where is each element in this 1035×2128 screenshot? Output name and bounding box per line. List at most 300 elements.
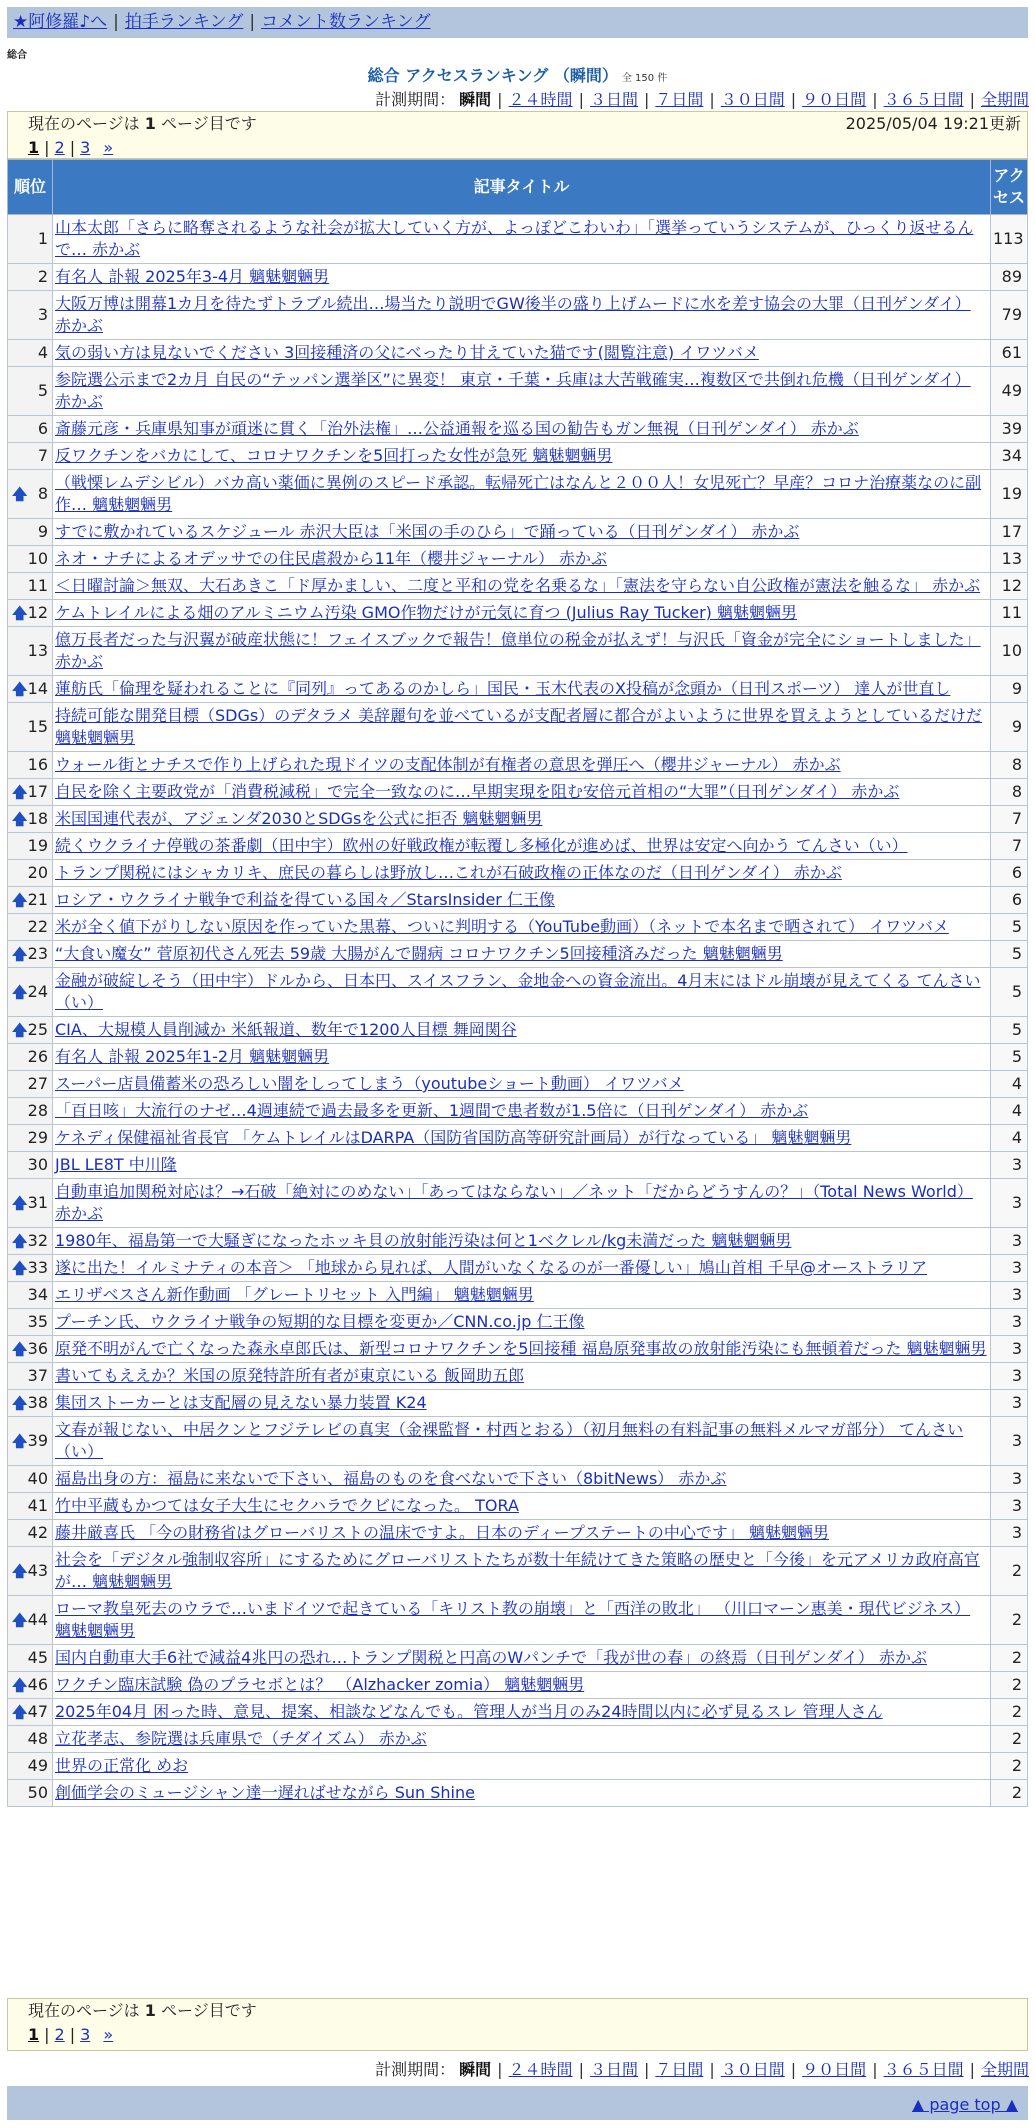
access-count-cell: 10: [991, 627, 1028, 676]
rank-cell: [8, 1645, 53, 1672]
period-option-link[interactable]: ９０日間: [802, 90, 867, 109]
top-nav-bar: [7, 7, 1028, 38]
period-option-link[interactable]: 全期間: [980, 2060, 1029, 2079]
rank-number: 23: [27, 944, 48, 963]
access-count-cell: 5: [991, 914, 1028, 941]
article-title-link[interactable]: 原発不明がんで亡くなった森永卓郎氏は、新型コロナワクチンを5回接種 福島原発事故の放射能汚染にも無頓着だった 魑魅魍魎男: [55, 1339, 987, 1358]
title-cell: [53, 627, 991, 676]
access-count-cell: 8: [991, 752, 1028, 779]
article-title-link[interactable]: 有名人 訃報 2025年1-2月 魑魅魍魎男: [55, 1047, 330, 1066]
period-option-link[interactable]: 全期間: [980, 90, 1029, 109]
title-cell: [53, 1645, 991, 1672]
article-title-link[interactable]: 米が全く値下がりしない原因を作っていた黒幕、ついに判明する（YouTube動画）（ネットで本名まで晒されて） イワツバメ: [55, 917, 949, 936]
period-option-link[interactable]: ２４時間: [508, 90, 573, 109]
access-count-cell: 3: [991, 1228, 1028, 1255]
rank-number: 22: [27, 917, 48, 936]
rank-cell: [8, 779, 53, 806]
rank-number: 31: [27, 1193, 48, 1212]
table-row: [8, 1282, 1028, 1309]
rank-cell: [8, 264, 53, 291]
article-title-link[interactable]: 続くウクライナ停戦の茶番劇（田中宇）欧州の好戦政権が転覆し多極化が進めば、世界は安定へ向かう てんさい（い）: [55, 836, 908, 855]
article-title-link[interactable]: トランプ関税にはシャカリキ、庶民の暮らしは野放し…これが石破政権の正体なのだ（日刊ゲンダイ） 赤かぶ: [55, 863, 842, 882]
period-separator: |: [872, 2060, 878, 2079]
rank-number: 30: [27, 1155, 48, 1174]
article-title-link[interactable]: 大阪万博は開幕1カ月を待たずトラブル続出…場当たり説明でGW後半の盛り上げムードに水を差す協会の大罪（日刊ゲンダイ） 赤かぶ: [55, 294, 971, 335]
table-row: [8, 1152, 1028, 1179]
rank-cell: [8, 1071, 53, 1098]
access-count-cell: 3: [991, 1363, 1028, 1390]
page-top-link[interactable]: ▲ page top ▲: [911, 2095, 1018, 2114]
table-row: [8, 1520, 1028, 1547]
article-title-link[interactable]: 立花孝志、参院選は兵庫県で（チダイズム） 赤かぶ: [55, 1729, 427, 1748]
title-cell: [53, 1017, 991, 1044]
rank-up-arrow-icon: 🡅: [12, 1021, 28, 1039]
period-option-link[interactable]: ３０日間: [720, 2060, 785, 2079]
rank-number: 16: [27, 755, 48, 774]
access-count-cell: 3: [991, 1179, 1028, 1228]
period-option-link[interactable]: ３日間: [589, 2060, 638, 2079]
title-cell: [53, 1417, 991, 1466]
rank-up-arrow-icon: 🡅: [12, 1194, 28, 1212]
table-row: [8, 1645, 1028, 1672]
table-row: [8, 968, 1028, 1017]
title-cell: [53, 573, 991, 600]
rank-number: 3: [37, 305, 48, 324]
table-row: [8, 1466, 1028, 1493]
title-cell: [53, 1596, 991, 1645]
access-count-cell: 7: [991, 806, 1028, 833]
title-cell: [53, 1309, 991, 1336]
article-title-link[interactable]: CIA、大規模人員削減か 米紙報道、数年で1200人目標 舞岡関谷: [55, 1020, 517, 1039]
page-separator: |: [44, 138, 50, 157]
updated-timestamp: 2025/05/04 19:21更新: [845, 114, 1021, 133]
article-title-link[interactable]: ローマ教皇死去のウラで…いまドイツで起きている「キリスト教の崩壊」と「西洋の敗北」 （川口マーン惠美・現代ビジネス） 魑魅魍魎男: [55, 1599, 971, 1640]
rank-number: 48: [27, 1729, 48, 1748]
page-status-current: 1: [144, 114, 156, 133]
rank-number: 7: [37, 446, 48, 465]
access-count-cell: 39: [991, 416, 1028, 443]
table-row: [8, 1125, 1028, 1152]
access-count-cell: 3: [991, 1493, 1028, 1520]
table-row: [8, 1017, 1028, 1044]
article-title-link[interactable]: 反ワクチンをバカにして、コロナワクチンを5回打った女性が急死 魑魅魍魎男: [55, 446, 613, 465]
rank-number: 21: [27, 890, 48, 909]
period-option-link[interactable]: ３６５日間: [883, 2060, 964, 2079]
period-current: 瞬間: [459, 90, 492, 109]
article-title-link[interactable]: ワクチン臨床試験 偽のプラセボとは？ （Alzhacker zomia） 魑魅魍魎男: [55, 1675, 585, 1694]
access-count-cell: 2: [991, 1726, 1028, 1753]
rank-number: 25: [27, 1020, 48, 1039]
table-row: [8, 627, 1028, 676]
title-cell: [53, 1125, 991, 1152]
access-count-cell: 2: [991, 1596, 1028, 1645]
rank-cell: [8, 1547, 53, 1596]
page-title: 総合 アクセスランキング （瞬間）: [367, 66, 618, 85]
title-cell: [53, 1547, 991, 1596]
period-label: 計測期間：: [375, 2060, 456, 2079]
table-row: [8, 470, 1028, 519]
period-option-link[interactable]: ３６５日間: [883, 90, 964, 109]
rank-number: 18: [27, 809, 48, 828]
rank-cell: [8, 941, 53, 968]
access-count-cell: 4: [991, 1098, 1028, 1125]
table-row: [8, 914, 1028, 941]
article-title-link[interactable]: （戦慄レムデシビル）バカ高い薬価に異例のスピード承認。転帰死亡はなんと２００人！女児死亡？早産？コロナ治療薬なのに副作… 魑魅魍魎男: [55, 473, 982, 514]
comment-ranking-link[interactable]: コメント数ランキング: [261, 12, 431, 32]
rank-number: 26: [27, 1047, 48, 1066]
table-row: [8, 860, 1028, 887]
article-title-link[interactable]: 「百日咳」大流行のナゼ…4週連続で過去最多を更新、1週間で患者数が1.5倍に（日刊ゲンダイ） 赤かぶ: [55, 1101, 809, 1120]
rank-cell: [8, 1520, 53, 1547]
article-title-link[interactable]: 国内自動車大手6社で減益4兆円の恐れ…トランプ関税と円高のWパンチで「我が世の春」の終焉（日刊ゲンダイ） 赤かぶ: [55, 1648, 927, 1667]
table-row: [8, 752, 1028, 779]
table-row: [8, 1071, 1028, 1098]
page-links: [28, 136, 1027, 160]
rank-number: 36: [27, 1339, 48, 1358]
article-title-link[interactable]: 2025年04月 困った時、意見、提案、相談などなんでも。管理人が当月のみ24時間以内に必ず見るスレ 管理人さん: [55, 1702, 883, 1721]
rank-number: 46: [27, 1675, 48, 1694]
rank-cell: [8, 1726, 53, 1753]
title-cell: [53, 1753, 991, 1780]
title-cell: [53, 914, 991, 941]
article-title-link[interactable]: 有名人 訃報 2025年3-4月 魑魅魍魎男: [55, 267, 330, 286]
rank-number: 8: [37, 484, 48, 503]
page-link[interactable]: 2: [54, 138, 65, 157]
article-title-link[interactable]: ウォール街とナチスで作り上げられた現ドイツの支配体制が有権者の意思を弾圧へ（櫻井ジャーナル） 赤かぶ: [55, 755, 841, 774]
article-title-link[interactable]: 米国国連代表が、アジェンダ2030とSDGsを公式に拒否 魑魅魍魎男: [55, 809, 543, 828]
article-title-link[interactable]: ＜日曜討論＞無双、大石あきこ「ド厚かましい、二度と平和の党を名乗るな」「憲法を守らない自公政権が憲法を触るな」 赤かぶ: [55, 576, 981, 595]
article-title-link[interactable]: 金融が破綻しそう（田中宇）ドルから、日本円、スイスフラン、金地金への資金流出。4月末にはドル崩壊が見えてくる てんさい（い）: [55, 971, 981, 1012]
title-cell: [53, 887, 991, 914]
title-cell: [53, 1780, 991, 1807]
rank-cell: [8, 291, 53, 340]
rank-cell: [8, 443, 53, 470]
total-count: 全 150 件: [621, 73, 668, 84]
article-title-link[interactable]: “大食い魔女” 菅原初代さん死去 59歳 大腸がんで闘病 コロナワクチン5回接種済みだった 魑魅魍魎男: [55, 944, 783, 963]
rank-up-arrow-icon: 🡅: [12, 1676, 28, 1694]
rank-cell: [8, 1493, 53, 1520]
table-row: [8, 1726, 1028, 1753]
period-option-link[interactable]: ７日間: [655, 90, 704, 109]
article-title-link[interactable]: 世界の正常化 めお: [55, 1756, 189, 1775]
page-link[interactable]: 3: [80, 2025, 91, 2044]
period-option-link[interactable]: ２４時間: [508, 2060, 573, 2079]
period-option-link[interactable]: ９０日間: [802, 2060, 867, 2079]
rank-up-arrow-icon: 🡅: [12, 1394, 28, 1412]
rank-cell: [8, 1672, 53, 1699]
rank-cell: [8, 1017, 53, 1044]
table-row: [8, 340, 1028, 367]
article-title-link[interactable]: 山本太郎「さらに略奪されるような社会が拡大していく方が、よっぽどこわいわ」「選挙っていうシステムが、ひっくり返せるんで… 赤かぶ: [55, 218, 974, 259]
access-count-cell: 5: [991, 1017, 1028, 1044]
rank-up-arrow-icon: 🡅: [12, 604, 28, 622]
table-row: [8, 443, 1028, 470]
access-count-cell: 13: [991, 546, 1028, 573]
period-label: 計測期間：: [375, 90, 456, 109]
rank-number: 14: [27, 679, 48, 698]
table-row: [8, 1493, 1028, 1520]
title-cell: [53, 1179, 991, 1228]
next-page-link[interactable]: »: [103, 138, 114, 157]
page-separator: |: [44, 2025, 50, 2044]
rank-up-arrow-icon: 🡅: [12, 1259, 28, 1277]
table-row: [8, 676, 1028, 703]
rank-up-arrow-icon: 🡅: [12, 1703, 28, 1721]
article-title-link[interactable]: 書いてもええか？米国の原発特許所有者が東京にいる 飯岡助五郎: [55, 1366, 525, 1385]
article-title-link[interactable]: ケムトレイルによる畑のアルミニウム汚染 GMO作物だけが元気に育つ (Julius Ray Tucker) 魑魅魍魎男: [55, 603, 797, 622]
rank-number: 9: [37, 522, 48, 541]
table-row: [8, 1699, 1028, 1726]
column-header-title: 記事タイトル: [53, 160, 991, 215]
article-title-link[interactable]: 福島出身の方：福島に来ないで下さい、福島のものを食べないで下さい（8bitNews） 赤かぶ: [55, 1469, 727, 1488]
article-title-link[interactable]: すでに敷かれているスケジュール 赤沢大臣は「米国の手のひら」で踊っている（日刊ゲンダイ） 赤かぶ: [55, 522, 800, 541]
rank-cell: [8, 676, 53, 703]
period-separator: |: [709, 2060, 715, 2079]
pager-bottom: [7, 1998, 1028, 2051]
rank-number: 17: [27, 782, 48, 801]
page-current: 1: [28, 2025, 40, 2044]
rank-cell: [8, 860, 53, 887]
rank-number: 38: [27, 1393, 48, 1412]
access-count-cell: 61: [991, 340, 1028, 367]
article-title-link[interactable]: エリザベスさん新作動画 「グレートリセット 入門編」 魑魅魍魎男: [55, 1285, 534, 1304]
applause-ranking-link[interactable]: 拍手ランキング: [124, 12, 244, 32]
access-count-cell: 6: [991, 887, 1028, 914]
rank-number: 45: [27, 1648, 48, 1667]
page-link[interactable]: 3: [80, 138, 91, 157]
title-cell: [53, 291, 991, 340]
article-title-link[interactable]: ロシア・ウクライナ戦争で利益を得ている国々／StarsInsider 仁王像: [55, 890, 555, 909]
column-header-rank: 順位: [8, 160, 53, 215]
table-row: [8, 1780, 1028, 1807]
period-separator: |: [578, 2060, 584, 2079]
access-count-cell: 3: [991, 1417, 1028, 1466]
rank-cell: [8, 470, 53, 519]
access-count-cell: 9: [991, 676, 1028, 703]
article-title-link[interactable]: 集団ストーカーとは支配層の見えない暴力装置 K24: [55, 1393, 427, 1412]
access-count-cell: 2: [991, 1547, 1028, 1596]
title-cell: [53, 416, 991, 443]
rank-number: 43: [27, 1561, 48, 1580]
table-row: [8, 1255, 1028, 1282]
title-cell: [53, 1228, 991, 1255]
period-separator: |: [497, 90, 503, 109]
title-cell: [53, 1699, 991, 1726]
table-row: [8, 1390, 1028, 1417]
period-separator: |: [643, 90, 650, 109]
page-status-suffix: ページ目です: [161, 2001, 257, 2020]
title-cell: [53, 367, 991, 416]
page-links: [28, 2023, 1027, 2047]
access-count-cell: 9: [991, 703, 1028, 752]
table-row: [8, 703, 1028, 752]
rank-cell: [8, 340, 53, 367]
article-title-link[interactable]: 遂に出た！イルミナティの本音＞ 「地球から見れば、人間がいなくなるのが一番優しい」鳩山首相 千早@オーストラリア: [55, 1258, 928, 1277]
access-count-cell: 2: [991, 1645, 1028, 1672]
access-count-cell: 12: [991, 573, 1028, 600]
title-cell: [53, 779, 991, 806]
article-title-link[interactable]: 持続可能な開発目標（SDGs）のデタラメ 美辞麗句を並べているが支配者層に都合がよいように世界を買えようとしているだけだ 魑魅魍魎男: [55, 706, 983, 747]
article-title-link[interactable]: 気の弱い方は見ないでください 3回接種済の父にべったり甘えていた猫です(閲覧注意) イワツバメ: [55, 343, 759, 362]
article-title-link[interactable]: 藤井厳喜氏 「今の財務省はグローバリストの温床ですよ。日本のディープステートの中心です」 魑魅魍魎男: [55, 1523, 830, 1542]
article-title-link[interactable]: ケネディ保健福祉省長官 「ケムトレイルはDARPA（国防省国防高等研究計画局）が行なっている」 魑魅魍魎男: [55, 1128, 852, 1147]
rank-up-arrow-icon: 🡅: [12, 1340, 28, 1358]
page-status-prefix: 現在のページは: [28, 114, 140, 133]
rank-number: 1: [37, 229, 48, 248]
rank-cell: [8, 1125, 53, 1152]
title-cell: [53, 1098, 991, 1125]
period-separator: |: [578, 90, 584, 109]
article-title-link[interactable]: 蓮舫氏「倫理を疑われることに『同列』ってあるのかしら」国民・玉木代表のX投稿が念頭か（日刊スポーツ） 達人が世直し: [55, 679, 951, 698]
access-count-cell: 17: [991, 519, 1028, 546]
access-count-cell: 79: [991, 291, 1028, 340]
access-count-cell: 89: [991, 264, 1028, 291]
table-row: [8, 1672, 1028, 1699]
article-title-link[interactable]: プーチン氏、ウクライナ戦争の短期的な目標を変更か／CNN.co.jp 仁王像: [55, 1312, 585, 1331]
access-count-cell: 6: [991, 860, 1028, 887]
access-count-cell: 4: [991, 1125, 1028, 1152]
rank-up-arrow-icon: 🡅: [12, 1232, 28, 1250]
table-header-row: [8, 160, 1028, 215]
access-count-cell: 3: [991, 1309, 1028, 1336]
rank-number: 50: [27, 1783, 48, 1802]
rank-number: 29: [27, 1128, 48, 1147]
page-status-prefix: 現在のページは: [28, 2001, 140, 2020]
rank-number: 20: [27, 863, 48, 882]
period-option-link[interactable]: ７日間: [655, 2060, 704, 2079]
article-title-link[interactable]: JBL LE8T 中川隆: [55, 1155, 177, 1174]
title-cell: [53, 1493, 991, 1520]
rank-cell: [8, 600, 53, 627]
title-cell: [53, 968, 991, 1017]
article-title-link[interactable]: 参院選公示まで2カ月 自民の“テッパン選挙区”に異変！ 東京・千葉・兵庫は大苦戦確実…複数区で共倒れ危機（日刊ゲンダイ） 赤かぶ: [55, 370, 971, 411]
rank-cell: [8, 546, 53, 573]
title-cell: [53, 1726, 991, 1753]
title-cell: [53, 1071, 991, 1098]
rank-number: 34: [27, 1285, 48, 1304]
rank-number: 10: [27, 549, 48, 568]
article-title-link[interactable]: ネオ・ナチによるオデッサでの住民虐殺から11年（櫻井ジャーナル） 赤かぶ: [55, 549, 608, 568]
article-title-link[interactable]: 社会を「デジタル強制収容所」にするためにグローバリストたちが数十年続けてきた策略の歴史と「今後」を元アメリカ政府高官が… 魑魅魍魎男: [55, 1550, 980, 1591]
rank-number: 49: [27, 1756, 48, 1775]
rank-cell: [8, 833, 53, 860]
article-title-link[interactable]: 創価学会のミュージシャン達一遅ればせながら Sun Shine: [55, 1783, 475, 1802]
period-selector-top: [375, 87, 1029, 110]
page-link[interactable]: 2: [54, 2025, 65, 2044]
period-separator: |: [497, 2060, 503, 2079]
rank-cell: [8, 215, 53, 264]
access-count-cell: 8: [991, 779, 1028, 806]
rank-number: 24: [27, 982, 48, 1001]
rank-number: 40: [27, 1469, 48, 1488]
rank-cell: [8, 1282, 53, 1309]
article-title-link[interactable]: 億万長者だった与沢翼が破産状態に！フェイスブックで報告！億単位の税金が払えず！与沢氏「資金が完全にショートしました」 赤かぶ: [55, 630, 981, 671]
ranking-table: [7, 159, 1028, 1807]
column-header-access: アクセス: [991, 160, 1028, 215]
access-count-cell: 4: [991, 1071, 1028, 1098]
rank-number: 2: [37, 267, 48, 286]
access-count-cell: 19: [991, 470, 1028, 519]
article-title-link[interactable]: 文春が報じない、中居クンとフジテレビの真実（金裸監督・村西とおる）（初月無料の有料記事の無料メルマガ部分） てんさい（い）: [55, 1420, 964, 1461]
table-row: [8, 416, 1028, 443]
rank-cell: [8, 1753, 53, 1780]
footer-bar: [7, 2086, 1028, 2120]
rank-cell: [8, 367, 53, 416]
page-separator: |: [69, 138, 76, 157]
rank-cell: [8, 703, 53, 752]
nav-separator: |: [249, 12, 256, 32]
access-count-cell: 3: [991, 1466, 1028, 1493]
access-count-cell: 2: [991, 1753, 1028, 1780]
rank-number: 35: [27, 1312, 48, 1331]
title-cell: [53, 1282, 991, 1309]
rank-cell: [8, 887, 53, 914]
title-cell: [53, 1672, 991, 1699]
article-title-link[interactable]: 竹中平蔵もかつては女子大生にセクハラでクビになった。 TORA: [55, 1496, 519, 1515]
article-title-link[interactable]: 自民を除く主要政党が「消費税減税」で完全一致なのに…早期実現を阻む安倍元首相の“大罪”（日刊ゲンダイ） 赤かぶ: [55, 782, 900, 801]
access-count-cell: 5: [991, 941, 1028, 968]
article-title-link[interactable]: 斎藤元彦・兵庫県知事が頑迷に貫く「治外法権」…公益通報を巡る国の勧告もガン無視（日刊ゲンダイ） 赤かぶ: [55, 419, 859, 438]
access-count-cell: 11: [991, 600, 1028, 627]
access-count-cell: 3: [991, 1282, 1028, 1309]
page-current: 1: [28, 138, 40, 157]
period-option-link[interactable]: ３０日間: [720, 90, 785, 109]
table-row: [8, 1547, 1028, 1596]
rank-number: 37: [27, 1366, 48, 1385]
title-cell: [53, 1336, 991, 1363]
rank-number: 11: [27, 576, 48, 595]
access-count-cell: 3: [991, 1152, 1028, 1179]
home-link[interactable]: ★阿修羅♪へ: [13, 12, 108, 32]
period-separator: |: [969, 2060, 975, 2079]
article-title-link[interactable]: スーパー店員備蓄米の恐ろしい闇をしってしまう（youtubeショート動画） イワツバメ: [55, 1074, 684, 1093]
table-row: [8, 833, 1028, 860]
table-row: [8, 1753, 1028, 1780]
title-cell: [53, 1363, 991, 1390]
page-status: [28, 1999, 1027, 2023]
rank-up-arrow-icon: 🡅: [12, 945, 28, 963]
period-separator: |: [709, 90, 715, 109]
page-status-suffix: ページ目です: [161, 114, 257, 133]
period-option-link[interactable]: ３日間: [589, 90, 638, 109]
title-cell: [53, 1044, 991, 1071]
title-cell: [53, 443, 991, 470]
article-title-link[interactable]: 1980年、福島第一で大騒ぎになったホッキ貝の放射能汚染は何と1ベクレル/kg未満だった 魑魅魍魎男: [55, 1231, 792, 1250]
access-count-cell: 2: [991, 1672, 1028, 1699]
rank-number: 42: [27, 1523, 48, 1542]
rank-up-arrow-icon: 🡅: [12, 1562, 28, 1580]
title-cell: [53, 1390, 991, 1417]
rank-up-arrow-icon: 🡅: [12, 783, 28, 801]
page-title-row: [0, 63, 1035, 86]
title-cell: [53, 470, 991, 519]
table-row: [8, 573, 1028, 600]
rank-cell: [8, 1390, 53, 1417]
title-cell: [53, 215, 991, 264]
title-cell: [53, 703, 991, 752]
title-cell: [53, 941, 991, 968]
table-row: [8, 1044, 1028, 1071]
next-page-link[interactable]: »: [103, 2025, 114, 2044]
access-count-cell: 2: [991, 1780, 1028, 1807]
access-count-cell: 7: [991, 833, 1028, 860]
article-title-link[interactable]: 自動車追加関税対応は？→石破「絶対にのめない」「あってはならない」／ネット「だからどうすんの？」（Total News World） 赤かぶ: [55, 1182, 973, 1223]
rank-cell: [8, 1417, 53, 1466]
rank-number: 12: [27, 603, 48, 622]
table-row: [8, 941, 1028, 968]
period-separator: |: [790, 90, 797, 109]
rank-up-arrow-icon: 🡅: [12, 983, 28, 1001]
